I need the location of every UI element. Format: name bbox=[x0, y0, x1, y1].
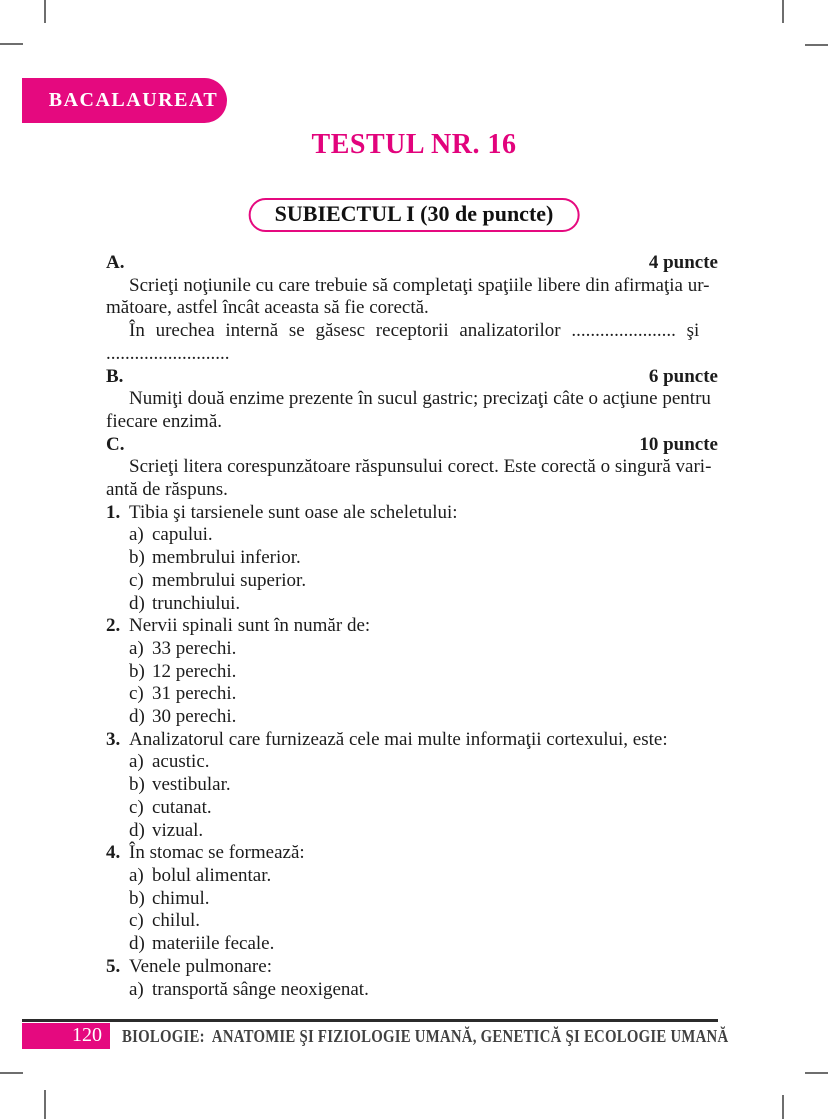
option-letter: d) bbox=[129, 592, 145, 614]
crop-mark-bottom-left-vertical bbox=[44, 1090, 46, 1119]
question bbox=[106, 502, 718, 525]
option-letter: a) bbox=[129, 864, 144, 886]
question bbox=[106, 615, 718, 638]
answer-option bbox=[106, 865, 718, 888]
option-text: 33 perechi. bbox=[152, 637, 237, 659]
question-number: 3. bbox=[106, 728, 121, 750]
option-text: capului. bbox=[152, 524, 213, 546]
question-text: Analizatorul care furnizează cele mai multe informaţii cortexului, este: bbox=[129, 728, 668, 750]
crop-mark-top-left-horizontal bbox=[0, 43, 23, 45]
question-number: 4. bbox=[106, 842, 121, 864]
option-text: transportă sânge neoxigenat. bbox=[152, 978, 369, 1000]
option-text: membrului inferior. bbox=[152, 547, 301, 569]
option-letter: d) bbox=[129, 706, 145, 728]
answer-option bbox=[106, 570, 718, 593]
option-letter: b) bbox=[129, 887, 145, 909]
question-text: Nervii spinali sunt în număr de: bbox=[129, 615, 371, 637]
crop-mark-top-right-vertical bbox=[782, 0, 784, 23]
option-text: chimul. bbox=[152, 887, 210, 909]
section-header bbox=[106, 252, 718, 275]
paragraph-line: Numiţi două enzime prezente în sucul gastric; precizaţi câte o acţiune pentru bbox=[129, 388, 711, 410]
crop-mark-bottom-left-horizontal bbox=[0, 1072, 23, 1074]
answer-option bbox=[106, 638, 718, 661]
answer-option bbox=[106, 547, 718, 570]
option-text: 30 perechi. bbox=[152, 706, 237, 728]
question-number: 2. bbox=[106, 615, 121, 637]
crop-mark-bottom-right-horizontal bbox=[805, 1072, 828, 1074]
option-text: cutanat. bbox=[152, 796, 212, 818]
answer-option bbox=[106, 933, 718, 956]
section-letter: C. bbox=[106, 433, 125, 455]
option-letter: b) bbox=[129, 547, 145, 569]
option-letter: a) bbox=[129, 637, 144, 659]
option-letter: c) bbox=[129, 569, 144, 591]
section-letter: A. bbox=[106, 252, 125, 273]
question bbox=[106, 842, 718, 865]
crop-mark-bottom-right-vertical bbox=[782, 1095, 784, 1119]
page-number-badge: 120 bbox=[22, 1023, 110, 1049]
paragraph-line: antă de răspuns. bbox=[106, 479, 228, 501]
question-text: În stomac se formează: bbox=[129, 842, 305, 864]
footer-rule bbox=[22, 1019, 718, 1022]
document-body bbox=[106, 252, 718, 1001]
option-text: acustic. bbox=[152, 751, 210, 773]
option-letter: a) bbox=[129, 751, 144, 773]
option-text: chilul. bbox=[152, 910, 201, 932]
option-letter: a) bbox=[129, 978, 144, 1000]
subject-heading-label: SUBIECTUL I (30 de puncte) bbox=[274, 201, 554, 226]
answer-option bbox=[106, 706, 718, 729]
answer-option bbox=[106, 797, 718, 820]
option-letter: b) bbox=[129, 774, 145, 796]
question-text: Venele pulmonare: bbox=[129, 955, 272, 977]
option-letter: d) bbox=[129, 933, 145, 955]
paragraph-line: fiecare enzimă. bbox=[106, 410, 223, 432]
answer-option bbox=[106, 751, 718, 774]
option-letter: c) bbox=[129, 683, 144, 705]
question-number: 1. bbox=[106, 501, 121, 523]
section-points: 4 puncte bbox=[648, 252, 718, 273]
test-title: TESTUL NR. 16 bbox=[311, 129, 517, 160]
option-letter: c) bbox=[129, 796, 144, 818]
option-text: 31 perechi. bbox=[152, 683, 237, 705]
section-header bbox=[106, 434, 718, 457]
section-letter: B. bbox=[106, 365, 124, 387]
paragraph-line: .......................... bbox=[106, 342, 230, 364]
answer-option bbox=[106, 910, 718, 933]
answer-option bbox=[106, 661, 718, 684]
bacalaureat-badge: BACALAUREAT bbox=[22, 78, 227, 123]
section-points: 10 puncte bbox=[639, 433, 718, 455]
paragraph-line: Scrieţi litera corespunzătoare răspunsului corect. Este corectă o singură vari- bbox=[129, 456, 712, 478]
paragraph-line: mătoare, astfel încât aceasta să fie corectă. bbox=[106, 297, 429, 319]
subject-heading bbox=[249, 198, 580, 232]
section-points: 6 puncte bbox=[648, 365, 718, 387]
option-text: bolul alimentar. bbox=[152, 864, 272, 886]
option-text: vestibular. bbox=[152, 774, 231, 796]
answer-option bbox=[106, 774, 718, 797]
question-number: 5. bbox=[106, 955, 121, 977]
answer-option bbox=[106, 820, 718, 843]
answer-option bbox=[106, 524, 718, 547]
footer-book-title: BIOLOGIE: ANATOMIE ŞI FIZIOLOGIE UMANĂ, GENETICĂ ŞI ECOLOGIE UMANĂ bbox=[122, 1026, 729, 1046]
option-letter: a) bbox=[129, 524, 144, 546]
answer-option bbox=[106, 593, 718, 616]
question bbox=[106, 956, 718, 979]
paragraph-line: Scrieţi noţiunile cu care trebuie să completaţi spaţiile libere din afirmaţia ur- bbox=[129, 274, 710, 296]
option-text: vizual. bbox=[152, 819, 204, 841]
paragraph-line: În urechea internă se găsesc receptorii analizatorilor ...................... şi bbox=[129, 320, 700, 342]
option-text: membrului superior. bbox=[152, 569, 307, 591]
option-text: trunchiului. bbox=[152, 592, 241, 614]
option-letter: d) bbox=[129, 819, 145, 841]
answer-option bbox=[106, 888, 718, 911]
answer-option bbox=[106, 979, 718, 1002]
question-text: Tibia şi tarsienele sunt oase ale scheletului: bbox=[129, 501, 458, 523]
option-text: 12 perechi. bbox=[152, 660, 237, 682]
option-letter: b) bbox=[129, 660, 145, 682]
option-text: materiile fecale. bbox=[152, 933, 275, 955]
answer-option bbox=[106, 683, 718, 706]
section-header bbox=[106, 366, 718, 389]
question bbox=[106, 729, 718, 752]
crop-mark-top-right-horizontal bbox=[805, 44, 828, 46]
crop-mark-top-left-vertical bbox=[44, 0, 46, 23]
option-letter: c) bbox=[129, 910, 144, 932]
